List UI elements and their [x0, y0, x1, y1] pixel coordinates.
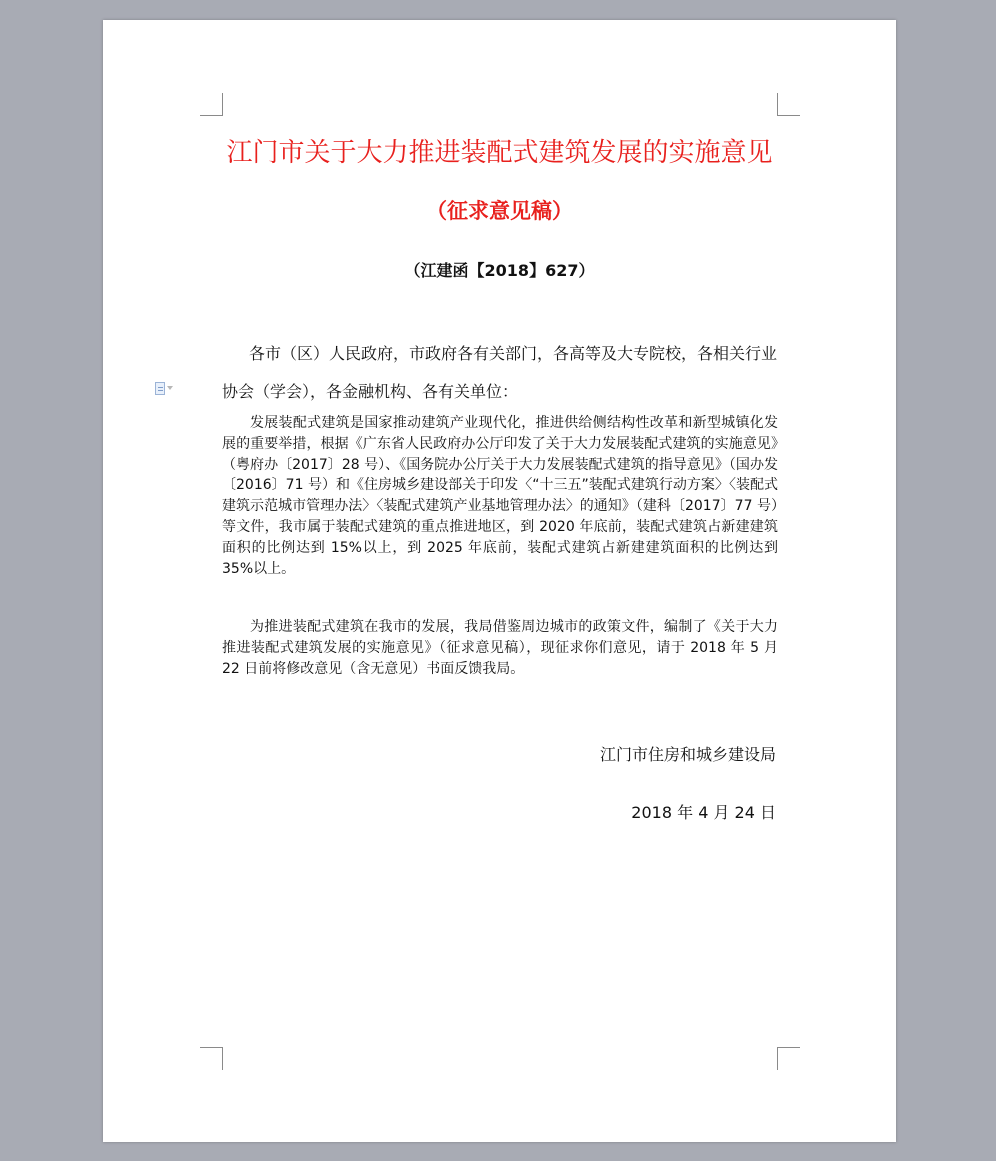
salutation-line-1: 各市（区）人民政府，市政府各有关部门，各高等及大专院校，各相关行业: [249, 344, 778, 363]
body-paragraph-2: 为推进装配式建筑在我市的发展，我局借鉴周边城市的政策文件，编制了《关于大力推进装配式建筑发展的实施意见》（征求意见稿），现征求你们意见，请于 2018 年 5 月 22 日前将修改意见（含无意见）书面反馈我局。: [222, 619, 778, 677]
margin-corner-top-left: [200, 93, 223, 116]
margin-corner-bottom-left: [200, 1047, 223, 1070]
body-paragraph-1: 发展装配式建筑是国家推动建筑产业现代化，推进供给侧结构性改革和新型城镇化发展的重要举措，根据《广东省人民政府办公厅印发了关于大力发展装配式建筑的实施意见》（粤府办〔2017〕28 号）、《国务院办公厅关于大力发展装配式建筑的指导意见》（国办发〔2016〕71 号）和《住房城乡建设部关于印发〈“十三五”装配式建筑行动方案〉〈装配式建筑示范城市管理办法〉〈装配式建筑产业基地管理办法〉的通知》（建科〔2017〕77 号）等文件，我市属于装配式建筑的重点推进地区，到 2020 年底前，装配式建筑占新建建筑面积的比例达到 15%以上，到 2025 年底前，装配式建筑占新建建筑面积的比例达到 35%以上。: [222, 415, 778, 577]
margin-corner-top-right: [777, 93, 800, 116]
margin-corner-bottom-right: [777, 1047, 800, 1070]
document-title: 江门市关于大力推进装配式建筑发展的实施意见: [226, 138, 773, 168]
document-subtitle: （征求意见稿）: [426, 199, 573, 223]
signature-date: 2018 年 4 月 24 日: [631, 803, 776, 822]
signature-organization: 江门市住房和城乡建设局: [599, 745, 776, 764]
salutation-line-2: 协会（学会），各金融机构、各有关单位：: [222, 382, 519, 401]
document-number: （江建函【2018】627）: [404, 261, 595, 280]
document-icon: [155, 382, 165, 395]
document-page[interactable]: [103, 20, 896, 1142]
chevron-down-icon: [167, 386, 173, 390]
paragraph-options-button[interactable]: [155, 380, 177, 396]
